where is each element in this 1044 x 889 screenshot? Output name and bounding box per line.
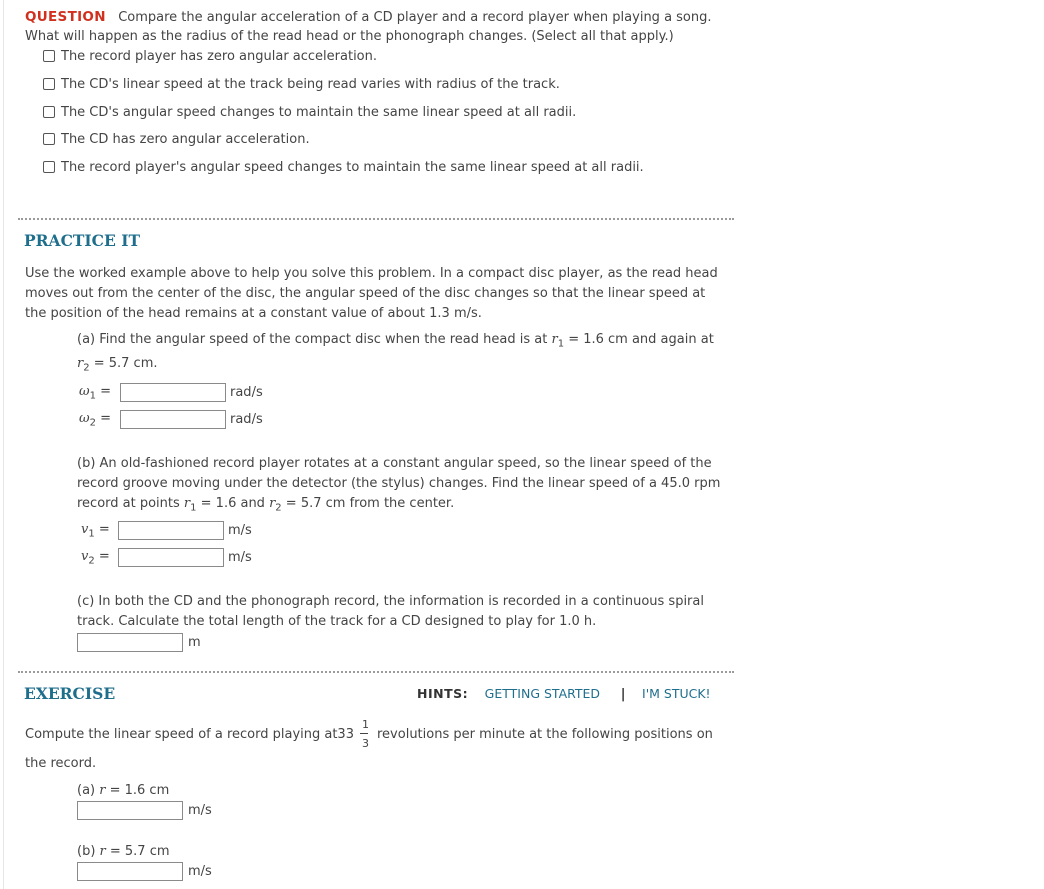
v1-symbol: v: [81, 522, 89, 537]
exercise-part-b-label: [77, 844, 170, 859]
exercise-text-pre: Compute the linear speed of a record playing at33: [25, 727, 354, 742]
omega2-input[interactable]: [120, 410, 226, 429]
practice-intro-2: moves out from the center of the disc, the angular speed of the disc changes so that the linear speed at: [25, 286, 706, 301]
exercise-part-a-prefix: (a): [77, 783, 100, 798]
exercise-part-b-input[interactable]: [77, 862, 183, 881]
part-b-line-1: (b) An old-fashioned record player rotates at a constant angular speed, so the linear speed of the: [77, 456, 712, 471]
exercise-text-post: revolutions per minute at the following positions on: [377, 727, 713, 742]
hint-im-stuck-link[interactable]: I'M STUCK!: [642, 686, 711, 701]
exercise-text-line-2: the record.: [25, 756, 97, 771]
practice-intro-1: Use the worked example above to help you solve this problem. In a compact disc player, as the read head: [25, 266, 718, 281]
part-a-r2-symbol: r: [77, 356, 84, 371]
question-line-1: [25, 9, 712, 25]
v1-unit: m/s: [228, 523, 252, 538]
part-a-text-end: = 5.7 cm.: [89, 356, 158, 371]
part-a-r1-sub: 1: [557, 338, 565, 350]
omega2-unit: rad/s: [230, 412, 263, 427]
separator-1: [18, 218, 734, 220]
part-b-line-3: [77, 496, 454, 514]
omega1-sub: 1: [89, 390, 96, 402]
track-length-unit: m: [188, 635, 201, 650]
option-label-1[interactable]: The record player has zero angular acceleration.: [61, 49, 378, 64]
option-label-3[interactable]: The CD's angular speed changes to maintain the same linear speed at all radii.: [61, 105, 577, 120]
exercise-part-a-unit: m/s: [188, 803, 212, 818]
v2-sub: 2: [88, 555, 95, 567]
part-a-r1-symbol: r: [551, 332, 558, 347]
option-checkbox-1[interactable]: [43, 50, 55, 62]
v2-unit: m/s: [228, 550, 252, 565]
exercise-part-a-label: [77, 783, 169, 798]
option-checkbox-3[interactable]: [43, 106, 55, 118]
exercise-part-b-value: = 5.7 cm: [105, 844, 170, 859]
part-a-text-2: [77, 356, 158, 374]
v1-label: [81, 522, 110, 540]
exercise-part-a-r-symbol: r: [99, 783, 106, 798]
part-b-line-3-end: = 5.7 cm from the center.: [281, 496, 455, 511]
option-checkbox-4[interactable]: [43, 133, 55, 145]
question-text-2: What will happen as the radius of the read head or the phonograph changes. (Select all that apply.): [25, 29, 674, 44]
exercise-part-b-r-symbol: r: [99, 844, 106, 859]
part-b-line-3-mid: = 1.6 and: [196, 496, 270, 511]
hints-bar: [417, 686, 711, 702]
part-c-line-2: track. Calculate the total length of the track for a CD designed to play for 1.0 h.: [77, 614, 597, 629]
omega2-sub: 2: [89, 417, 96, 429]
v2-symbol: v: [81, 549, 89, 564]
v1-sub: 1: [88, 528, 95, 540]
part-c-line-1: (c) In both the CD and the phonograph record, the information is recorded in a continuous spiral: [77, 594, 704, 609]
fraction-numerator: 1: [362, 718, 369, 731]
hints-label: HINTS:: [417, 686, 469, 701]
omega1-symbol: ω: [79, 384, 90, 399]
omega1-input[interactable]: [120, 383, 226, 402]
exercise-heading: EXERCISE: [24, 684, 116, 703]
omega1-unit: rad/s: [230, 385, 263, 400]
v2-equals: =: [98, 549, 110, 564]
part-b-r1-symbol: r: [183, 496, 191, 511]
exercise-part-b-prefix: (b): [77, 844, 100, 859]
question-text-1: Compare the angular acceleration of a CD player and a record player when playing a song.: [118, 10, 712, 25]
option-label-4[interactable]: The CD has zero angular acceleration.: [61, 132, 310, 147]
exercise-part-b-unit: m/s: [188, 864, 212, 879]
practice-intro-3: the position of the head remains at a constant value of about 1.3 m/s.: [25, 306, 482, 321]
omega1-equals: =: [100, 384, 112, 399]
part-a-text-mid: = 1.6 cm and again at: [564, 332, 714, 347]
part-a-text-pre: (a) Find the angular speed of the compact disc when the read head is at: [77, 332, 552, 347]
part-b-r2-symbol: r: [269, 496, 276, 511]
option-checkbox-5[interactable]: [43, 161, 55, 173]
fraction-denominator: 3: [362, 737, 369, 750]
omega2-equals: =: [100, 411, 112, 426]
part-a-text: [77, 332, 714, 350]
option-label-2[interactable]: The CD's linear speed at the track being read varies with radius of the track.: [61, 77, 560, 92]
exercise-part-a-input[interactable]: [77, 801, 183, 820]
v1-input[interactable]: [118, 521, 224, 540]
option-label-5[interactable]: The record player's angular speed changes to maintain the same linear speed at all radii.: [61, 160, 644, 175]
option-checkbox-2[interactable]: [43, 78, 55, 90]
v2-input[interactable]: [118, 548, 224, 567]
hints-separator: |: [620, 687, 626, 702]
part-a-r2-sub: 2: [83, 362, 90, 374]
omega1-label: [79, 384, 111, 402]
part-b-r2-sub: 2: [275, 502, 282, 514]
v1-equals: =: [98, 522, 110, 537]
v2-label: [81, 549, 110, 567]
omega2-symbol: ω: [79, 411, 90, 426]
question-label: QUESTION: [25, 9, 106, 25]
exercise-part-a-value: = 1.6 cm: [105, 783, 170, 798]
left-border: [3, 0, 4, 889]
hint-getting-started-link[interactable]: GETTING STARTED: [484, 686, 601, 701]
fraction-bar: [360, 733, 368, 734]
part-b-line-3-pre: record at points: [77, 496, 184, 511]
track-length-input[interactable]: [77, 633, 183, 652]
practice-heading: PRACTICE IT: [24, 231, 141, 250]
omega2-label: [79, 411, 111, 429]
part-b-r1-sub: 1: [190, 502, 197, 514]
separator-2: [18, 671, 734, 673]
part-b-line-2: record groove moving under the detector (the stylus) changes. Find the linear speed of a 45.0 rpm: [77, 476, 721, 491]
